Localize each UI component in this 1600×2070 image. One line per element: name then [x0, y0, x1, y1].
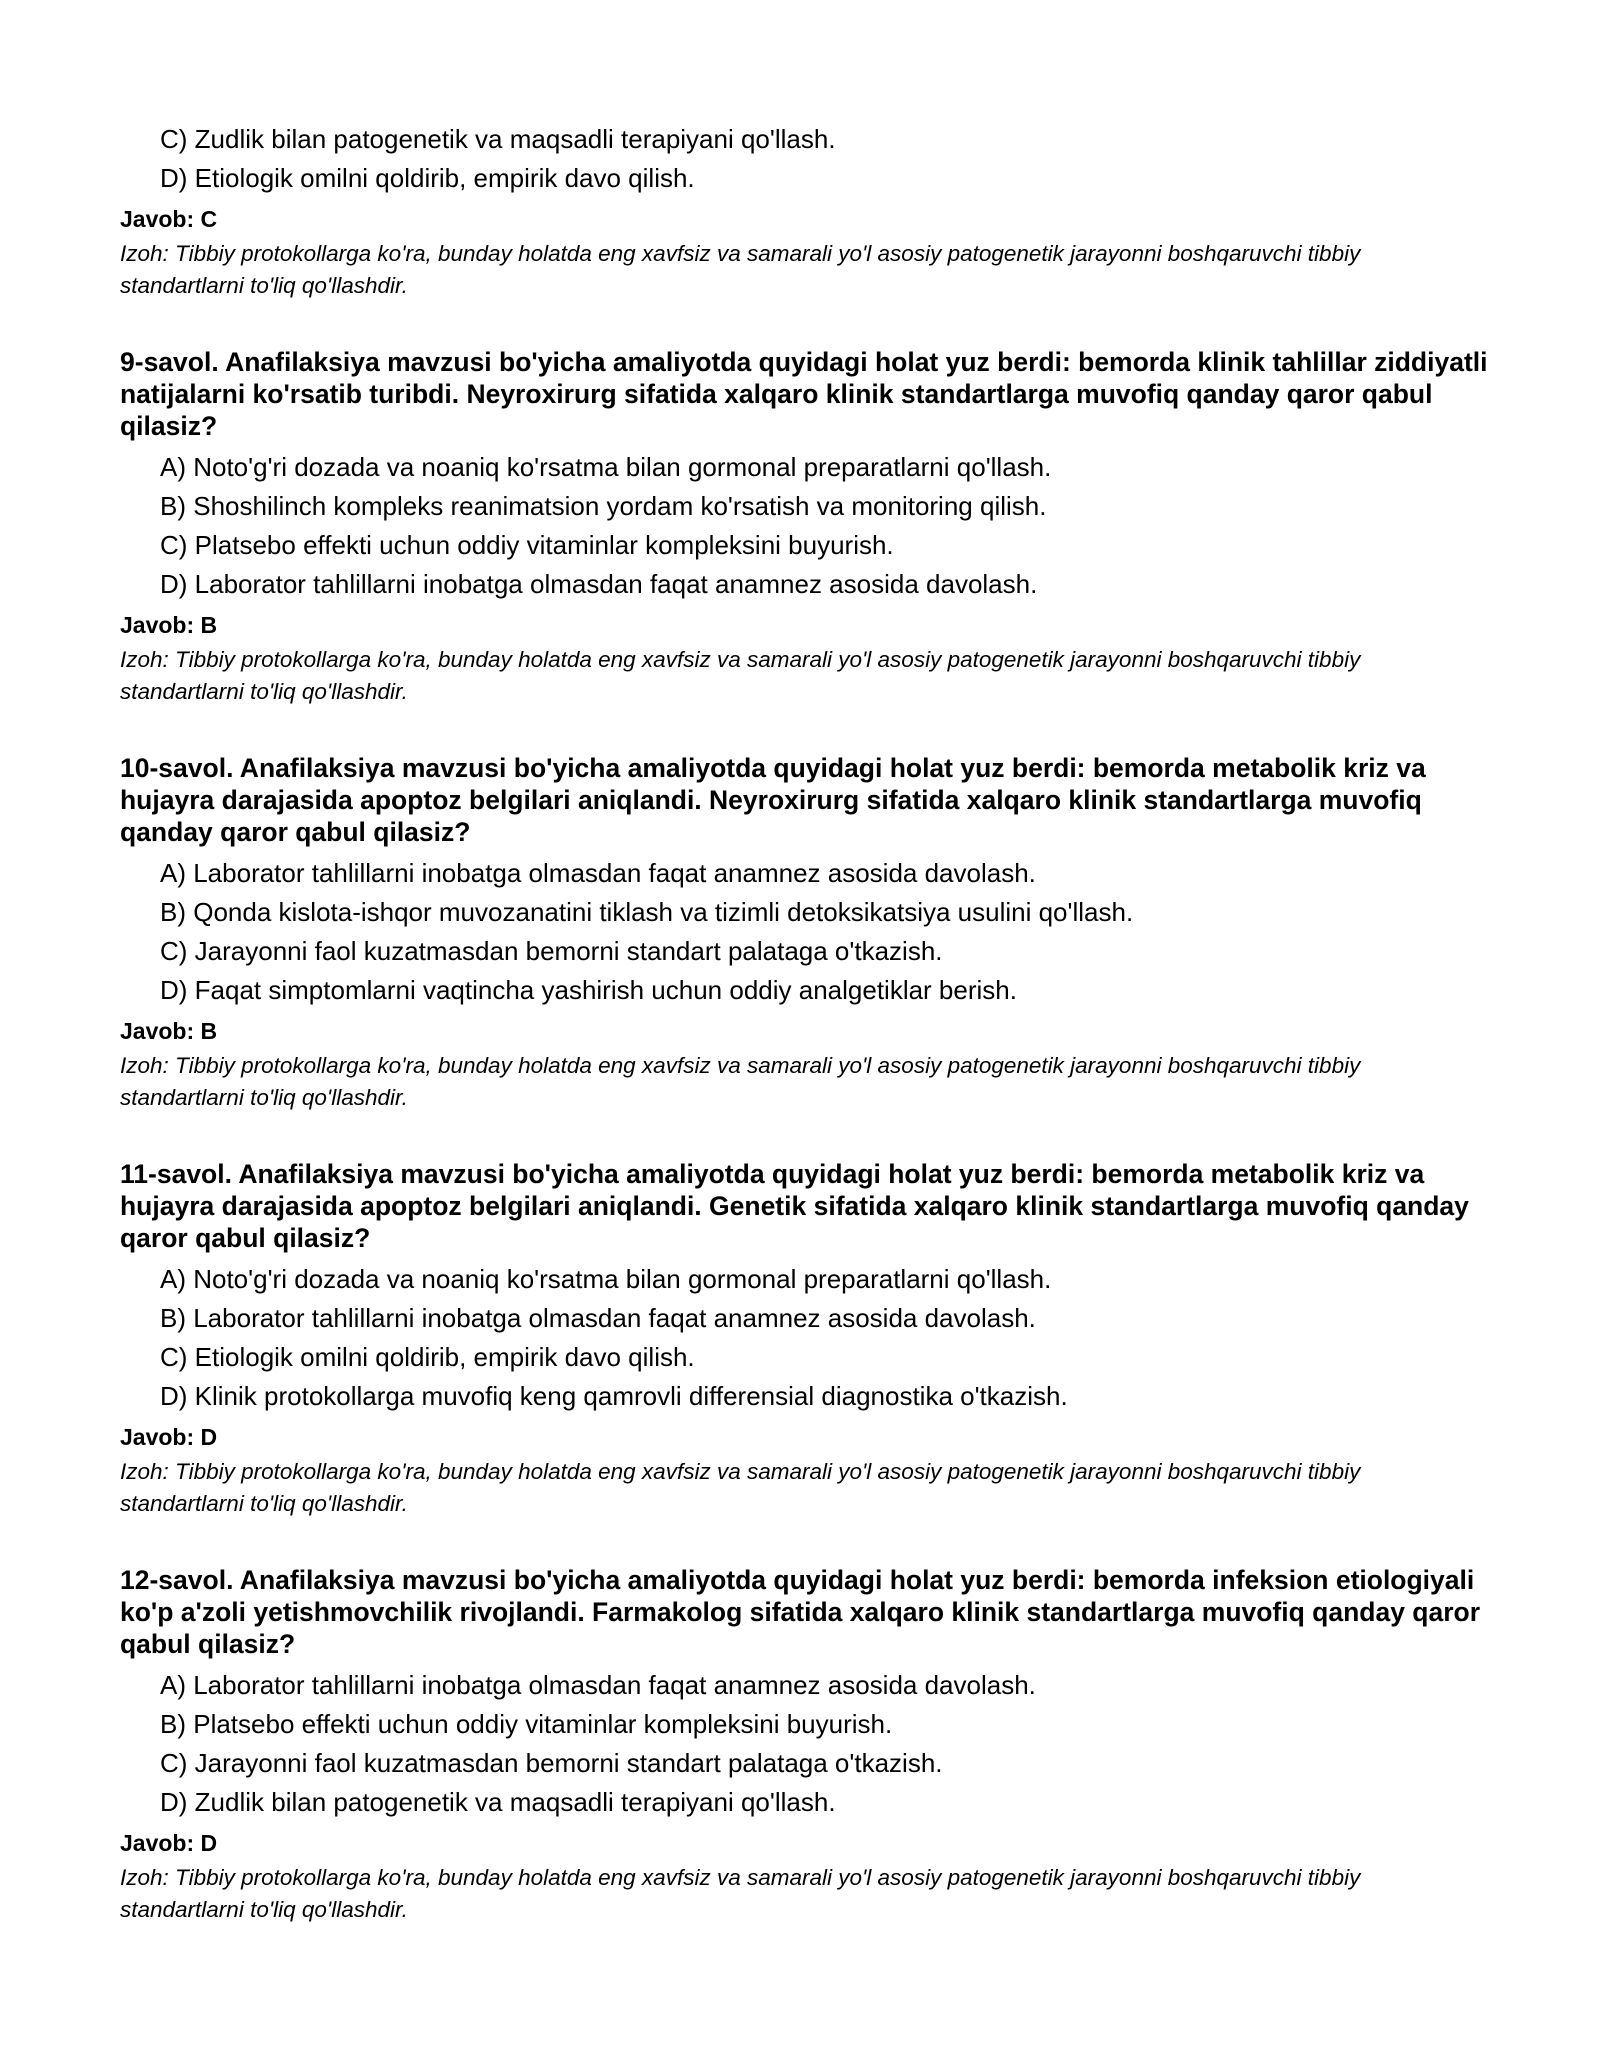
question-12: [120, 1564, 1490, 1926]
option-b: B) Laborator tahlillarni inobatga olmasdan faqat anamnez asosida davolash.: [160, 1303, 1036, 1333]
question-title: 12-savol. Anafilaksiya mavzusi bo'yicha amaliyotda quyidagi holat yuz berdi: bemorda infeksion etiologiyali ko'p a'zoli yetishmovchilik rivojlandi. Farmakolog sifatida xalqaro klinik standartlarga muvofiq qanday qaror qabul qilasiz?: [120, 1565, 1481, 1659]
option-list: [120, 854, 1490, 1010]
option-c: C) Jarayonni faol kuzatmasdan bemorni standart palataga o'tkazish.: [160, 1748, 943, 1778]
question-9: [120, 346, 1490, 708]
option-a: A) Noto'g'ri dozada va noaniq ko'rsatma bilan gormonal preparatlarni qo'llash.: [160, 452, 1052, 482]
option-d: D) Zudlik bilan patogenetik va maqsadli terapiyani qo'llash.: [160, 1787, 836, 1817]
answer-label: Javob: D: [120, 1830, 218, 1856]
explanation-note: Izoh: Tibbiy protokollarga ko'ra, bunday holatda eng xavfsiz va samarali yo'l asosiy patogenetik jarayonni boshqaruvchi tibbiy standartlarni to'liq qo'llashdir.: [120, 1053, 1361, 1110]
option-c: C) Etiologik omilni qoldirib, empirik davo qilish.: [160, 1342, 695, 1372]
option-c: C) Zudlik bilan patogenetik va maqsadli terapiyani qo'llash.: [160, 124, 836, 154]
option-d: D) Faqat simptomlarni vaqtincha yashirish uchun oddiy analgetiklar berish.: [160, 975, 1017, 1005]
option-a: A) Laborator tahlillarni inobatga olmasdan faqat anamnez asosida davolash.: [160, 1670, 1036, 1700]
option-list: [120, 1666, 1490, 1822]
option-a: A) Laborator tahlillarni inobatga olmasdan faqat anamnez asosida davolash.: [160, 858, 1036, 888]
option-list: [120, 120, 1490, 198]
option-list: [120, 448, 1490, 604]
question-10: [120, 752, 1490, 1114]
answer-label: Javob: D: [120, 1424, 218, 1450]
option-d: D) Klinik protokollarga muvofiq keng qamrovli differensial diagnostika o'tkazish.: [160, 1381, 1068, 1411]
explanation-note: Izoh: Tibbiy protokollarga ko'ra, bunday holatda eng xavfsiz va samarali yo'l asosiy patogenetik jarayonni boshqaruvchi tibbiy standartlarni to'liq qo'llashdir.: [120, 1459, 1361, 1516]
option-b: B) Platsebo effekti uchun oddiy vitaminlar kompleksini buyurish.: [160, 1709, 893, 1739]
option-d: D) Laborator tahlillarni inobatga olmasdan faqat anamnez asosida davolash.: [160, 569, 1038, 599]
document-page: [120, 120, 1490, 1926]
explanation-note: Izoh: Tibbiy protokollarga ko'ra, bunday holatda eng xavfsiz va samarali yo'l asosiy patogenetik jarayonni boshqaruvchi tibbiy standartlarni to'liq qo'llashdir.: [120, 647, 1361, 704]
option-a: A) Noto'g'ri dozada va noaniq ko'rsatma bilan gormonal preparatlarni qo'llash.: [160, 1264, 1052, 1294]
explanation-note: Izoh: Tibbiy protokollarga ko'ra, bunday holatda eng xavfsiz va samarali yo'l asosiy patogenetik jarayonni boshqaruvchi tibbiy standartlarni to'liq qo'llashdir.: [120, 241, 1361, 298]
option-list: [120, 1260, 1490, 1416]
question-title: 10-savol. Anafilaksiya mavzusi bo'yicha amaliyotda quyidagi holat yuz berdi: bemorda metabolik kriz va hujayra darajasida apoptoz belgilari aniqlandi. Neyroxirurg sifatida xalqaro klinik standartlarga muvofiq qanday qaror qabul qilasiz?: [120, 753, 1426, 847]
explanation-note: Izoh: Tibbiy protokollarga ko'ra, bunday holatda eng xavfsiz va samarali yo'l asosiy patogenetik jarayonni boshqaruvchi tibbiy standartlarni to'liq qo'llashdir.: [120, 1865, 1361, 1922]
question-title: 11-savol. Anafilaksiya mavzusi bo'yicha amaliyotda quyidagi holat yuz berdi: bemorda metabolik kriz va hujayra darajasida apoptoz belgilari aniqlandi. Genetik sifatida xalqaro klinik standartlarga muvofiq qanday qaror qabul qilasiz?: [120, 1159, 1469, 1253]
question-8-continuation: [120, 120, 1490, 302]
answer-label: Javob: B: [120, 612, 218, 638]
option-b: B) Shoshilinch kompleks reanimatsion yordam ko'rsatish va monitoring qilish.: [160, 491, 1047, 521]
option-c: C) Jarayonni faol kuzatmasdan bemorni standart palataga o'tkazish.: [160, 936, 943, 966]
option-d: D) Etiologik omilni qoldirib, empirik davo qilish.: [160, 163, 695, 193]
question-title: 9-savol. Anafilaksiya mavzusi bo'yicha amaliyotda quyidagi holat yuz berdi: bemorda klinik tahlillar ziddiyatli natijalarni ko'rsatib turibdi. Neyroxirurg sifatida xalqaro klinik standartlarga muvofiq qanday qaror qabul qilasiz?: [120, 347, 1488, 441]
option-c: C) Platsebo effekti uchun oddiy vitaminlar kompleksini buyurish.: [160, 530, 894, 560]
question-11: [120, 1158, 1490, 1520]
answer-label: Javob: C: [120, 206, 218, 232]
answer-label: Javob: B: [120, 1018, 218, 1044]
option-b: B) Qonda kislota-ishqor muvozanatini tiklash va tizimli detoksikatsiya usulini qo'llash.: [160, 897, 1134, 927]
